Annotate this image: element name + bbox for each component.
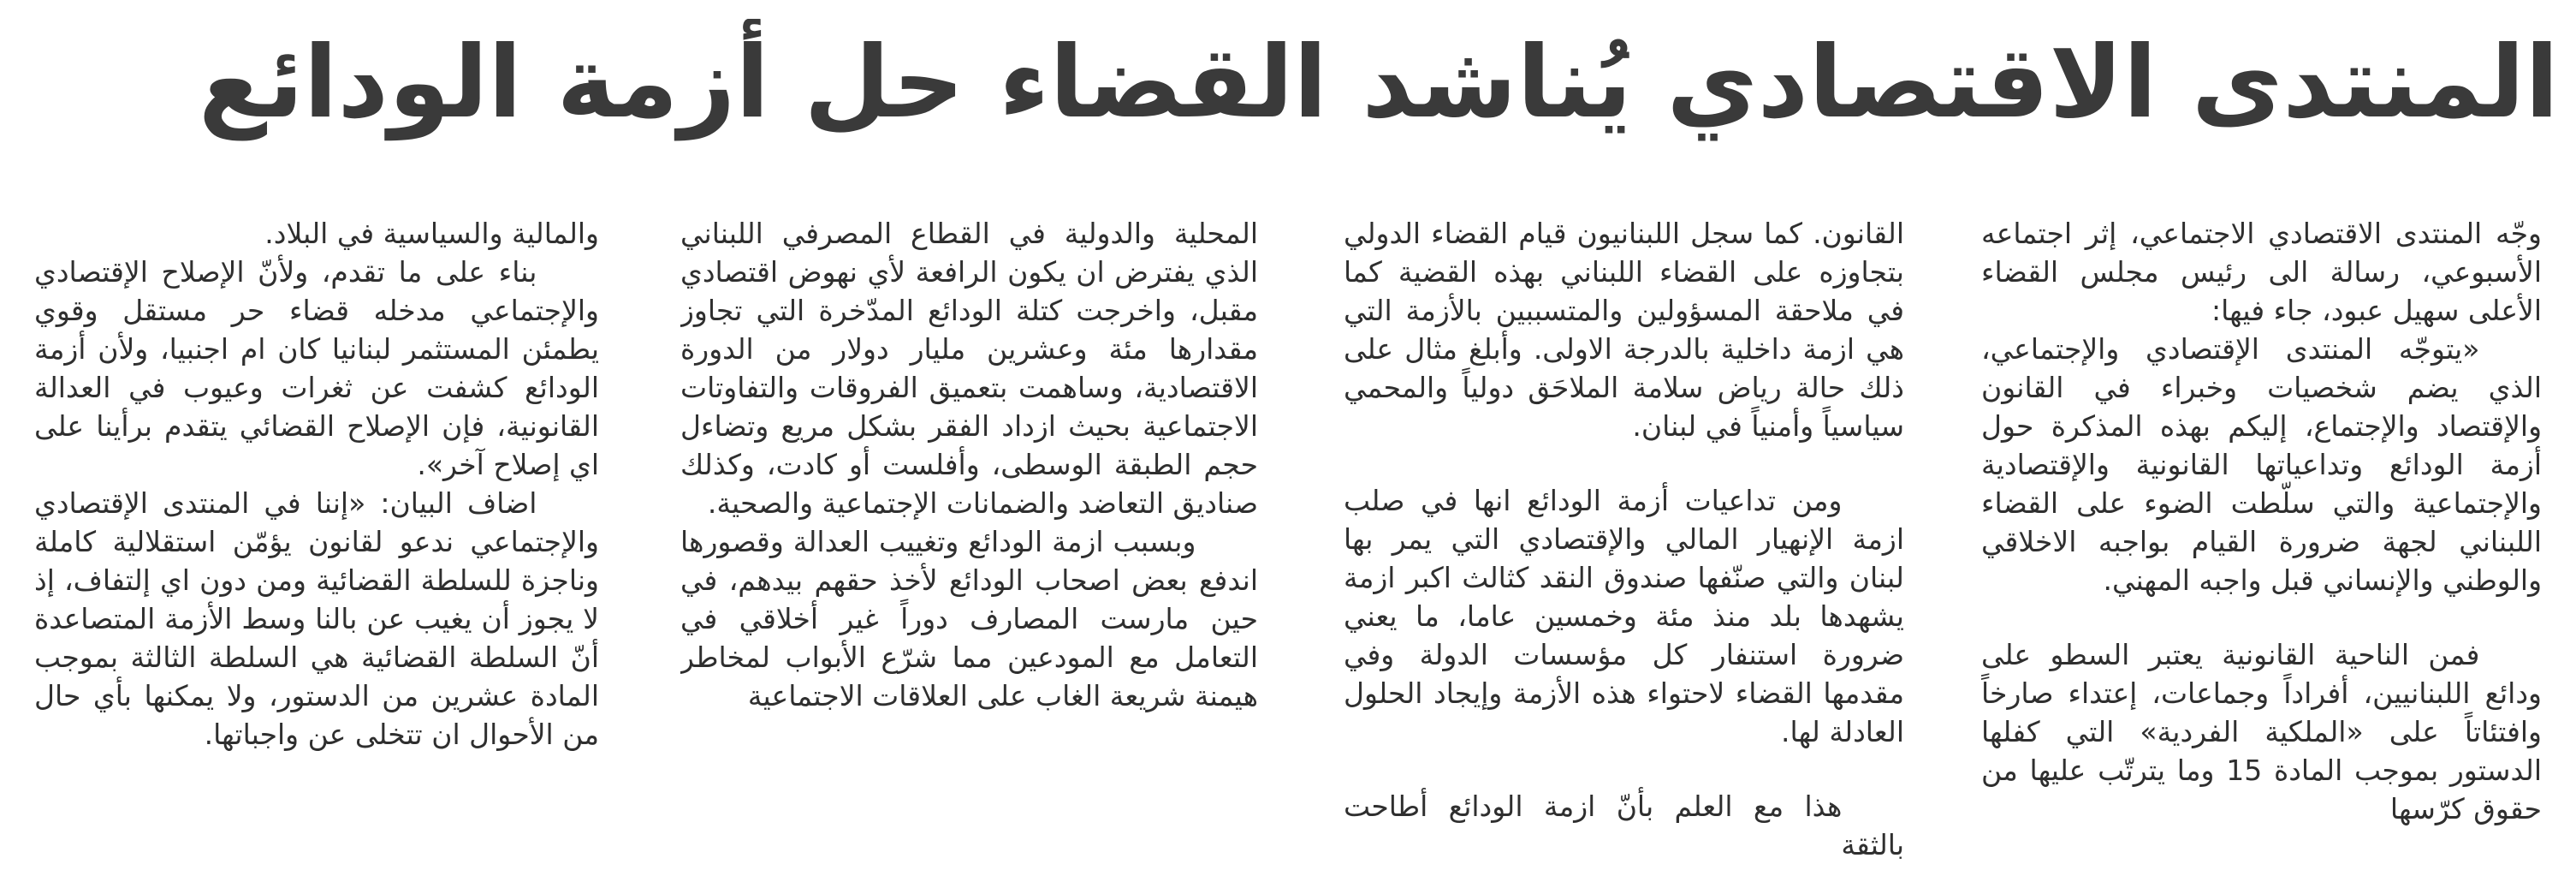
paragraph: القانون. كما سجل اللبنانيون قيام القضاء الدولي بتجاوزه على القضاء اللبناني بهذه القضية كما في ملاحقة المسؤولين والمتسببين بالأزمة التي هي ازمة داخلية بالدرجة الاولى. وأبلغ مثال على ذلك حالة رياض سلامة الملاحَق دولياً والمحمي سياسياً وأمنياً في لبنان. <box>1344 217 1904 443</box>
paragraph: اضاف البيان: «إننا في المنتدى الإقتصادي والإجتماعي ندعو لقانون يؤمّن استقلالية كاملة وناجزة للسلطة القضائية ومن دون اي إلتفاف، إذ لا يجوز أن يغيب عن بالنا وسط الأزمة المتصاعدة أنّ السلطة القضائية هي السلطة الثالثة بموجب المادة عشرين من الدستور، ولا يمكنها بأي حال من الأحوال ان تتخلى عن واجباتها. <box>34 486 599 751</box>
paragraph: «يتوجّه المنتدى الإقتصادي والإجتماعي، الذي يضم شخصيات وخبراء في القانون والإقتصاد والإجتماع، إليكم بهذه المذكرة حول أزمة الودائع وتداعياتها القانونية والإقتصادية والإجتماعية والتي سلّطت الضوء على القضاء اللبناني لجهة ضرورة القيام بواجبه الاخلاقي والوطني والإنساني قبل واجبه المهني. <box>1981 332 2542 597</box>
paragraph: وجّه المنتدى الاقتصادي الاجتماعي، إثر اجتماعه الأسبوعي، رسالة الى رئيس مجلس القضاء الأعلى سهيل عبود، جاء فيها: <box>1981 217 2542 327</box>
article-column-4 <box>34 214 599 861</box>
paragraph: وبسبب ازمة الودائع وتغييب العدالة وقصورها اندفع بعض اصحاب الودائع لأخذ حقهم بيدهم، في حين مارست المصارف دوراً غير أخلاقي في التعامل مع المودعين مما شرّع الأبواب لمخاطر هيمنة شريعة الغاب على العلاقات الاجتماعية <box>680 525 1258 712</box>
article-column-3 <box>680 214 1258 861</box>
paragraph: ومن تداعيات أزمة الودائع انها في صلب ازمة الإنهيار المالي والإقتصادي التي يمر بها لبنان والتي صنّفها صندوق النقد كثالث اكبر ازمة يشهدها بلد منذ مئة وخمسين عاما، ما يعني ضرورة استنفار كل مؤسسات الدولة وفي مقدمها القضاء لاحتواء هذه الأزمة وإيجاد الحلول العادلة لها. <box>1344 484 1904 748</box>
article-headline: المنتدى الاقتصادي يُناشد القضاء حل أزمة الودائع <box>198 25 2559 140</box>
paragraph: فمن الناحية القانونية يعتبر السطو على ودائع اللبنانيين، أفراداً وجماعات، إعتداء صارخاً وافتئاتاً على «الملكية الفردية» التي كفلها الدستور بموجب المادة 15 وما يترتّب عليها من حقوق كرّسها <box>1981 638 2542 825</box>
article-column-2 <box>1344 214 1904 861</box>
paragraph: المحلية والدولية في القطاع المصرفي اللبناني الذي يفترض ان يكون الرافعة لأي نهوض اقتصادي مقبل، واخرجت كتلة الودائع المدّخرة التي تجاوز مقدارها مئة وعشرين مليار دولار من الدورة الاقتصادية، وساهمت بتعميق الفروقات والتفاوتات الاجتماعية بحيث ازداد الفقر بشكل مريع وتضاءل حجم الطبقة الوسطى، وأفلست أو كادت، وكذلك صناديق التعاضد والضمانات الإجتماعية والصحية. <box>680 217 1258 520</box>
paragraph: هذا مع العلم بأنّ ازمة الودائع أطاحت بالثقة <box>1344 790 1904 861</box>
article-column-1 <box>1981 214 2542 861</box>
paragraph: بناء على ما تقدم، ولأنّ الإصلاح الإقتصادي والإجتماعي مدخله قضاء حر مستقل وقوي يطمئن المستثمر لبنانيا كان ام اجنبيا، ولأن أزمة الودائع كشفت عن ثغرات وعيوب في العدالة القانونية، فإن الإصلاح القضائي يتقدم برأينا على اي إصلاح آخر». <box>34 255 599 481</box>
paragraph: والمالية والسياسية في البلاد. <box>264 217 599 250</box>
